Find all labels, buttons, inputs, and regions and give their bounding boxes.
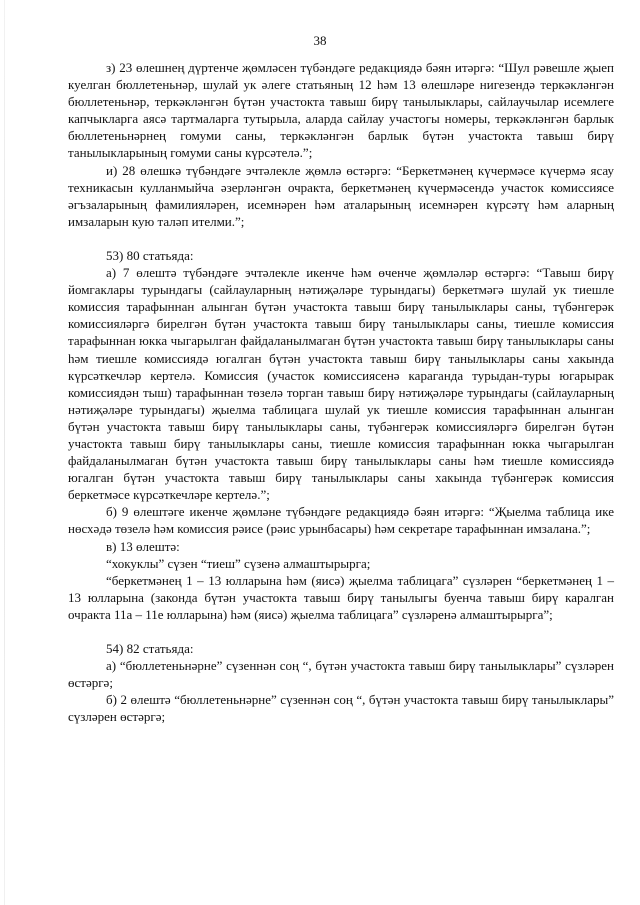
paragraph-b-2: б) 2 өлештә “бюллетеньнәрне” сүзеннән соң “, бүтән участокта тавыш бирү танылыклары” сүзләрен өстәргә; bbox=[68, 692, 614, 725]
paragraph-b-9: б) 9 өлештәге икенче җөмләне түбәндәге редакциядә бәян итәргә: “Җыелма таблица ике нөсхәдә төзелә һәм комиссия рәисе (рәис урынбасары) һәм секретаре тарафыннан имзалана.”; bbox=[68, 504, 614, 537]
paragraph-gap bbox=[68, 623, 614, 640]
paragraph-gap bbox=[68, 230, 614, 247]
paragraph-a-7: а) 7 өлештә түбәндәге эчтәлекле икенче һәм өченче җөмләләр өстәргә: “Тавыш бирү йомгаклары турындагы (сайлауларның нәтиҗәләре турындагы) беркетмәгә шулай ук тиешле комиссия тарафыннан алынган бүтән участокта тавыш бирү танылыклары саны, түбәнгерәк комиссияләргә бирелгән бүтән участокта тавыш бирү танылыклары саны, тиешле комиссия тарафыннан юкка чыгарылган файдаланылмаган бүтән участокта тавыш бирү танылыклары саны һәм тиешле комиссиядә югалган бүтән участокта тавыш бирү танылыклары саны хакында күрсәткечләр кертелә. Комиссия (участок комиссиясенә караганда турыдан-туры югарырак комиссиядән тыш) тарафыннан төзелә торган тавыш бирү нәтиҗәләре турындагы (сайлауларның нәтиҗәләре турындагы) җыелма таблицага шулай ук тиешле комиссия тарафыннан алынган бүтән участокта тавыш бирү танылыклары саны, түбәнгерәк комиссияләргә бирелгән бүтән участокта тавыш бирү танылыклары саны, тиешле комиссия тарафыннан юкка чыгарылган файдаланылмаган бүтән участокта тавыш бирү танылыклары саны һәм тиешле комиссиядә югалган бүтән участокта тавыш бирү танылыклары саны хакында түбәнгерәк комиссия беркетмәсе күрсәткечләре кертелә.”; bbox=[68, 265, 614, 503]
scan-edge-shadow bbox=[4, 0, 5, 905]
paragraph-replace-berketme: “беркетмәнең 1 – 13 юлларына һәм (яисә) җыелма таблицага” сүзләрен “беркетмәнең 1 – 13 юлларына (законда бүтән участокта тавыш бирү танылыгы буенча тавыш бирү каралган очракта 11а – 11е юлларына) һәм (яисә) җыелма таблицага” сүзләренә алмаштырырга”; bbox=[68, 572, 614, 622]
paragraph-a-bulletins: а) “бюллетеньнәрне” сүзеннән соң “, бүтән участокта тавыш бирү танылыклары” сүзләрен өстәргә; bbox=[68, 658, 614, 691]
section-heading-54: 54) 82 статьяда: bbox=[106, 641, 194, 656]
section-heading-53: 53) 80 статьяда: bbox=[106, 247, 194, 263]
document-body bbox=[68, 59, 614, 725]
paragraph-z-23: з) 23 өлешнең дүртенче җөмләсен түбәндәге редакциядә бәян итәргә: “Шул рәвешле җыеп куелган бюллетеньнәр, шулай ук әлеге статьяның 12 һәм 13 өлешләре нигезендә теркәкләнгән бюллетеньнәр, теркәкләнгән бүтән участокта тавыш бирү танылыклары, сайлаучылар исемлеге капчыкларга аясә тартмаларга тутырыла, аларда сайлау участогы номеры, теркәкләнгән барлык бюллетеньнәрнең гомуми саны, теркәкләнгән барлык бүтән участокта тавыш бирү танылыкларының гомуми саны күрсәтелә.”; bbox=[68, 60, 614, 161]
paragraph-replace-khokukly: “хокуклы” сүзен “тиеш” сүзенә алмаштырырга; bbox=[106, 555, 371, 571]
paragraph-v-13: в) 13 өлештә: bbox=[106, 538, 180, 554]
page-number: 38 bbox=[313, 33, 327, 48]
paragraph-i-28: и) 28 өлешкә түбәндәге эчтәлекле җөмлә өстәргә: “Беркетмәнең күчермәсе күчермә ясау техникасын кулланмыйча әзерләнгән очракта, беркетмәнең күчермәсендә участок комиссиясе әгъзаларының фамилияләрен, исемнәрен һәм аталарының исемнәрен күрсәтү һәм аларның имзаларын кую таләп ителми.”; bbox=[68, 162, 614, 229]
